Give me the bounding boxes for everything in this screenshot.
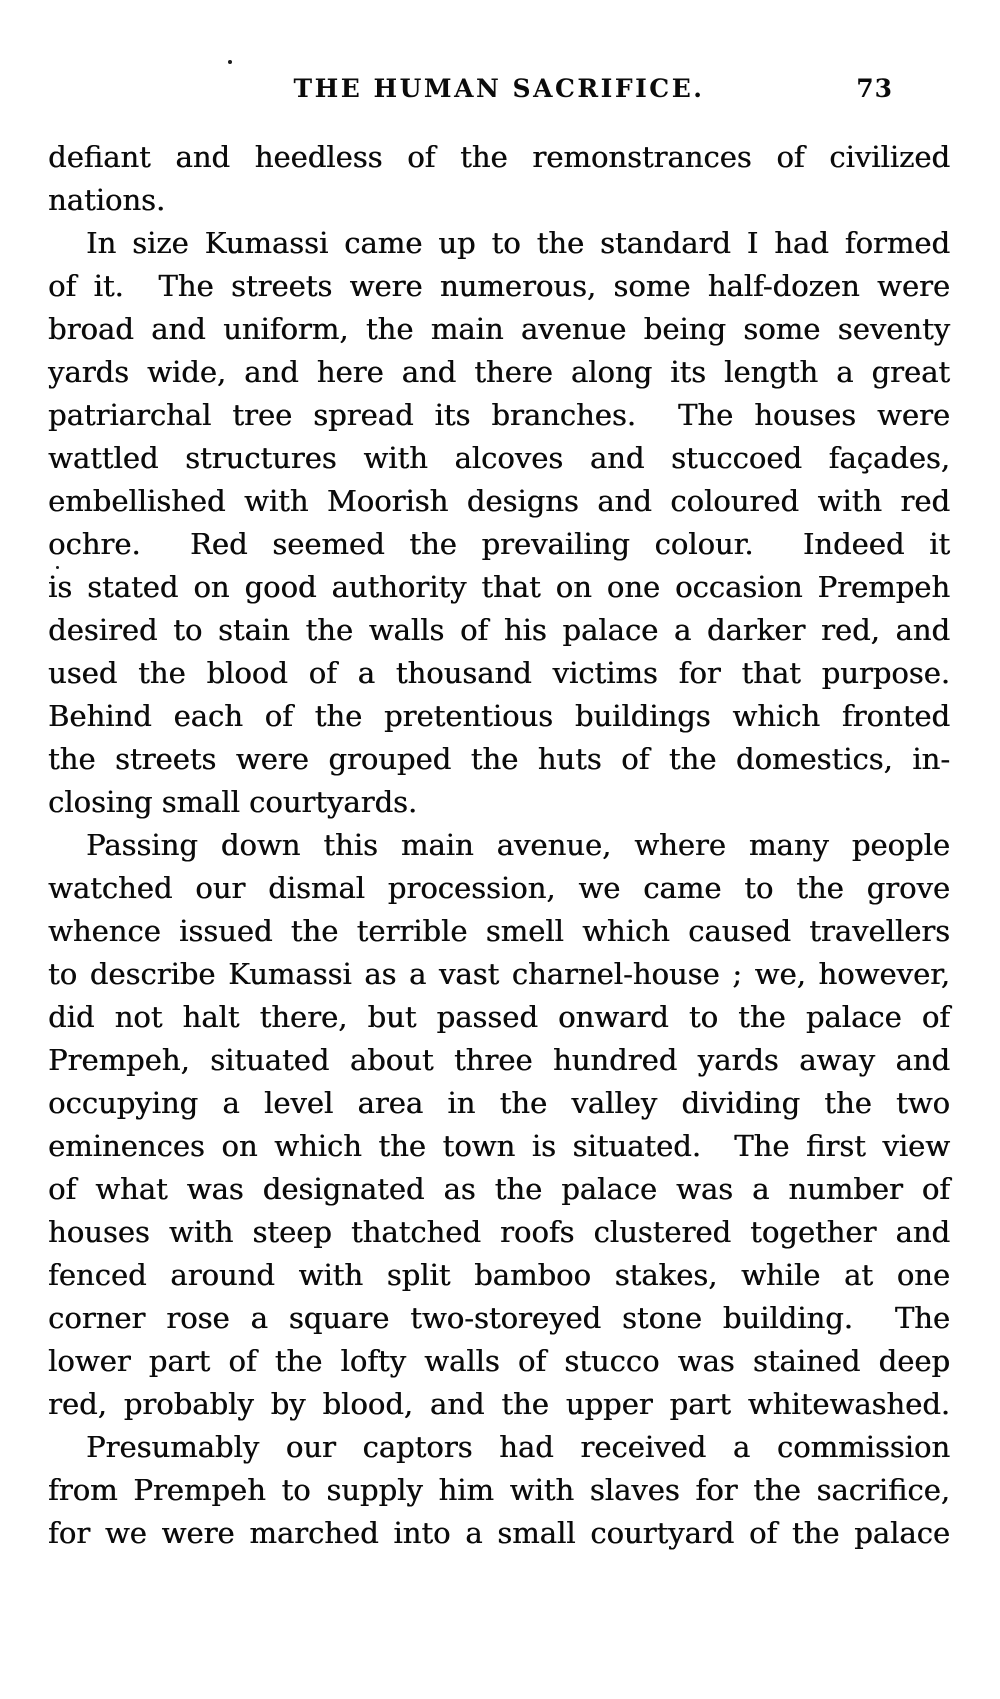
text-line: to describe Kumassi as a vast charnel-house ; we, however, xyxy=(48,957,950,991)
page-header xyxy=(48,74,950,108)
running-title: THE HUMAN SACRIFICE. xyxy=(293,74,705,103)
text-line: eminences on which the town is situated. The first view xyxy=(48,1129,950,1163)
text-line: is stated on good authority that on one occasion Prempeh xyxy=(48,570,950,604)
text-line: Behind each of the pretentious buildings which fronted xyxy=(48,699,950,733)
paragraph xyxy=(48,222,950,824)
text-line: of what was designated as the palace was a number of xyxy=(48,1172,950,1206)
text-line: corner rose a square two-storeyed stone building. The xyxy=(48,1301,950,1335)
text-line: patriarchal tree spread its branches. The houses were xyxy=(48,398,950,432)
text-line: fenced around with split bamboo stakes, while at one xyxy=(48,1258,950,1292)
scan-speck-icon xyxy=(228,60,232,64)
text-line: defiant and heedless of the remonstrances of civilized xyxy=(48,140,950,174)
text-line: In size Kumassi came up to the standard I had formed xyxy=(86,226,950,260)
text-line: yards wide, and here and there along its length a great xyxy=(48,355,950,389)
text-line: for we were marched into a small courtyard of the palace xyxy=(48,1516,950,1550)
text-line: Presumably our captors had received a commission xyxy=(86,1430,950,1464)
text-line: from Prempeh to supply him with slaves for the sacrifice, xyxy=(48,1473,950,1507)
text-line: closing small courtyards. xyxy=(48,785,418,819)
paragraph xyxy=(48,136,950,222)
text-line: desired to stain the walls of his palace a darker red, and xyxy=(48,613,950,647)
text-line: broad and uniform, the main avenue being some seventy xyxy=(48,312,950,346)
text-line: houses with steep thatched roofs clustered together and xyxy=(48,1215,950,1249)
text-line: nations. xyxy=(48,183,166,217)
text-line: ochre. Red seemed the prevailing colour. Indeed it xyxy=(48,527,950,561)
text-line: red, probably by blood, and the upper part whitewashed. xyxy=(48,1387,950,1421)
page-number: 73 xyxy=(856,74,893,103)
text-line: used the blood of a thousand victims for that purpose. xyxy=(48,656,950,690)
page-body xyxy=(48,136,950,1555)
scan-speck-icon xyxy=(56,566,59,569)
paragraph xyxy=(48,824,950,1426)
text-line: Passing down this main avenue, where many people xyxy=(86,828,950,862)
text-line: the streets were grouped the huts of the domestics, in- xyxy=(48,742,950,776)
text-line: did not halt there, but passed onward to the palace of xyxy=(48,1000,950,1034)
text-line: lower part of the lofty walls of stucco was stained deep xyxy=(48,1344,950,1378)
text-line: watched our dismal procession, we came to the grove xyxy=(48,871,950,905)
paragraph xyxy=(48,1426,950,1555)
text-line: occupying a level area in the valley dividing the two xyxy=(48,1086,950,1120)
text-line: whence issued the terrible smell which caused travellers xyxy=(48,914,950,948)
text-line: embellished with Moorish designs and coloured with red xyxy=(48,484,950,518)
text-line: wattled structures with alcoves and stuccoed façades, xyxy=(48,441,950,475)
text-line: Prempeh, situated about three hundred yards away and xyxy=(48,1043,950,1077)
text-line: of it. The streets were numerous, some half-dozen were xyxy=(48,269,950,303)
